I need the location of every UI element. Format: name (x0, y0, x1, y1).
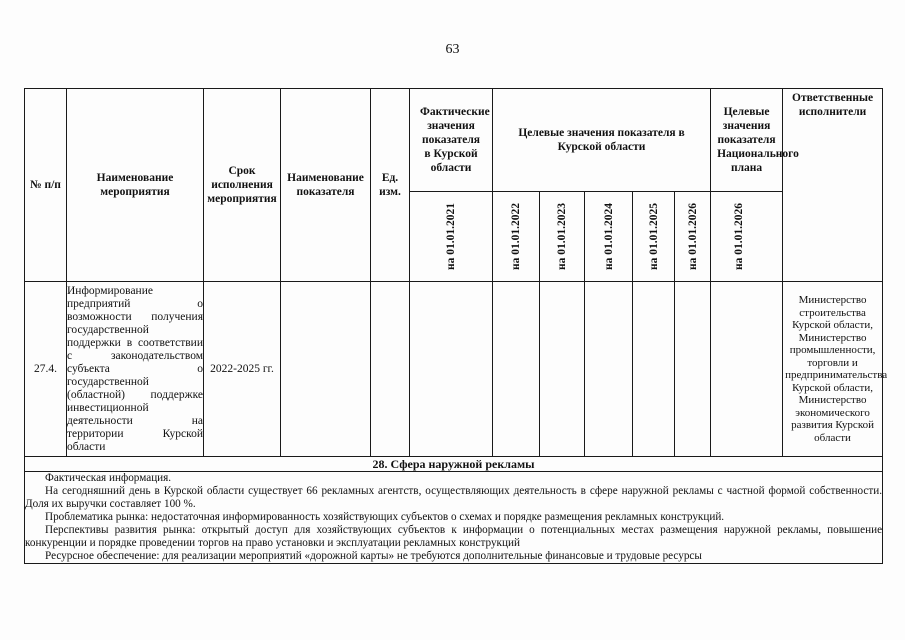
roadmap-table (24, 88, 888, 564)
header-date-2024: на 01.01.2024 (602, 202, 615, 270)
page-number: 63 (445, 42, 460, 57)
header-target-kursk: Целевые значения показателя в Курской области (493, 89, 711, 192)
header-num: № п/п (25, 89, 67, 282)
row-num: 27.4. (25, 282, 67, 457)
header-unit: Ед. изм. (371, 89, 410, 282)
header-date-2025: на 01.01.2025 (647, 202, 660, 270)
section-paragraph-3: Проблематика рынка: недостаточная информированность хозяйствующих субъектов о схемах и порядке размещения рекламных конструкций. (45, 511, 725, 523)
header-term: Срок исполнения мероприятия (204, 89, 281, 282)
section-paragraph-1: Фактическая информация. (45, 472, 172, 484)
header-date-national: на 01.01.2026 (732, 202, 745, 270)
row-name: Информирование предприятий о возможности получения государственной поддержки в соответствии с законодательством субъекта о государственной (областной) поддержке инвестиционной деятельности на территории Курской области (67, 282, 204, 457)
header-actual: Фактические значения показателя в Курской области (410, 89, 493, 192)
section-body (25, 472, 883, 564)
table-row (25, 282, 883, 457)
section-paragraph-4: Перспективы развития рынка: открытый доступ для хозяйствующих субъектов к информации о потенциальных местах размещения наружной рекламы, повышение конкуренции и порядке проведении торгов на право установки и эксплуатации рекламных конструкций (25, 524, 883, 549)
header-name: Наименование мероприятия (67, 89, 204, 282)
header-target-national: Целевые значения показателя Национального плана (711, 89, 783, 192)
header-indicator: Наименование показателя (281, 89, 371, 282)
header-date-2026: на 01.01.2026 (686, 202, 699, 270)
section-paragraph-2: На сегодняшний день в Курской области существует 66 рекламных агентств, осуществляющих деятельность в сфере наружной рекламы с частной формой собственности. Доля их выручки составляет 100 %. (25, 485, 883, 510)
header-date-2021: на 01.01.2021 (445, 202, 457, 270)
header-responsible: Ответственные исполнители (783, 89, 883, 282)
section-paragraph-5: Ресурсное обеспечение: для реализации мероприятий «дорожной карты» не требуются дополнительные финансовые и трудовые ресурсы (45, 550, 702, 562)
row-term: 2022-2025 гг. (204, 282, 281, 457)
row-responsible: Министерство строительства Курской области, Министерство промышленности, торговли и предпринимательства Курской области, Министерство экономического развития Курской области (783, 282, 883, 457)
header-date-2022: на 01.01.2022 (510, 202, 522, 270)
header-date-2023: на 01.01.2023 (556, 202, 568, 270)
section-title: 28. Сфера наружной рекламы (25, 457, 883, 472)
